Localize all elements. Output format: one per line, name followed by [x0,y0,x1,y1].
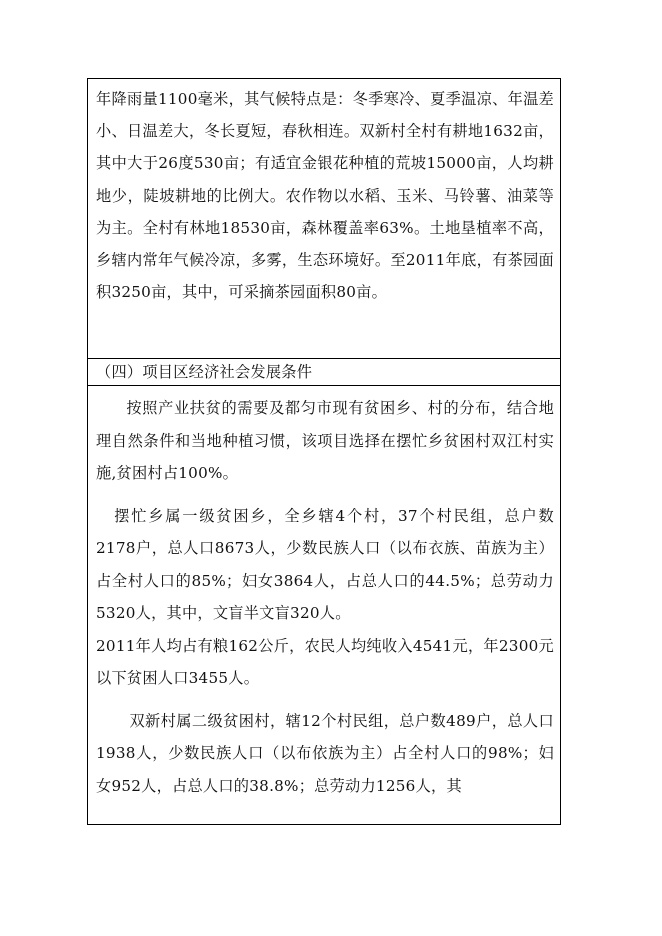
village-stats-paragraph: 双新村属二级贫困村，辖12个村民组，总户数489户，总人口1938人，少数民族人口（以布依族为主）占全村人口的98%；妇女952人，占总人口的38.8%；总劳动力1256人，其 [96,711,554,795]
content-table [87,78,561,825]
income-paragraph: 2011年人均占有粮162公斤，农民人均纯收入4541元，年2300元以下贫困人口3455人。 [96,636,554,687]
poverty-selection-paragraph: 按照产业扶贫的需要及都匀市现有贫困乡、村的分布，结合地理自然条件和当地种植习惯，该项目选择在摆忙乡贫困村双江村实施,贫困村占100%。 [96,399,554,482]
heading-cell [96,361,554,383]
section-heading: （四）项目区经济社会发展条件 [96,363,313,381]
table-divider [88,385,560,386]
climate-land-cell [96,83,554,308]
township-stats-paragraph: 摆忙乡属一级贫困乡，全乡辖4个村，37个村民组，总户数2178户，总人口8673人，少数民族人口（以布衣族、苗族为主）占全村人口的85%；妇女3864人，占总人口的44.5%；总劳动力5320人，其中，文盲半文盲320人。 [96,506,554,622]
table-divider [88,358,560,359]
economy-cell [96,392,554,802]
climate-land-paragraph: 年降雨量1100毫米，其气候特点是：冬季寒冷、夏季温凉、年温差小、日温差大，冬长夏短，春秋相连。双新村全村有耕地1632亩，其中大于26度530亩；有适宜金银花种植的荒坡15000亩，人均耕地少，陡坡耕地的比例大。农作物以水稻、玉米、马铃薯、油菜等为主。全村有林地18530亩，森林覆盖率63%。土地垦植率不高，乡辖内常年气候冷凉，多雾，生态环境好。至2011年底，有茶园面积3250亩，其中，可采摘茶园面积80亩。 [96,90,554,302]
